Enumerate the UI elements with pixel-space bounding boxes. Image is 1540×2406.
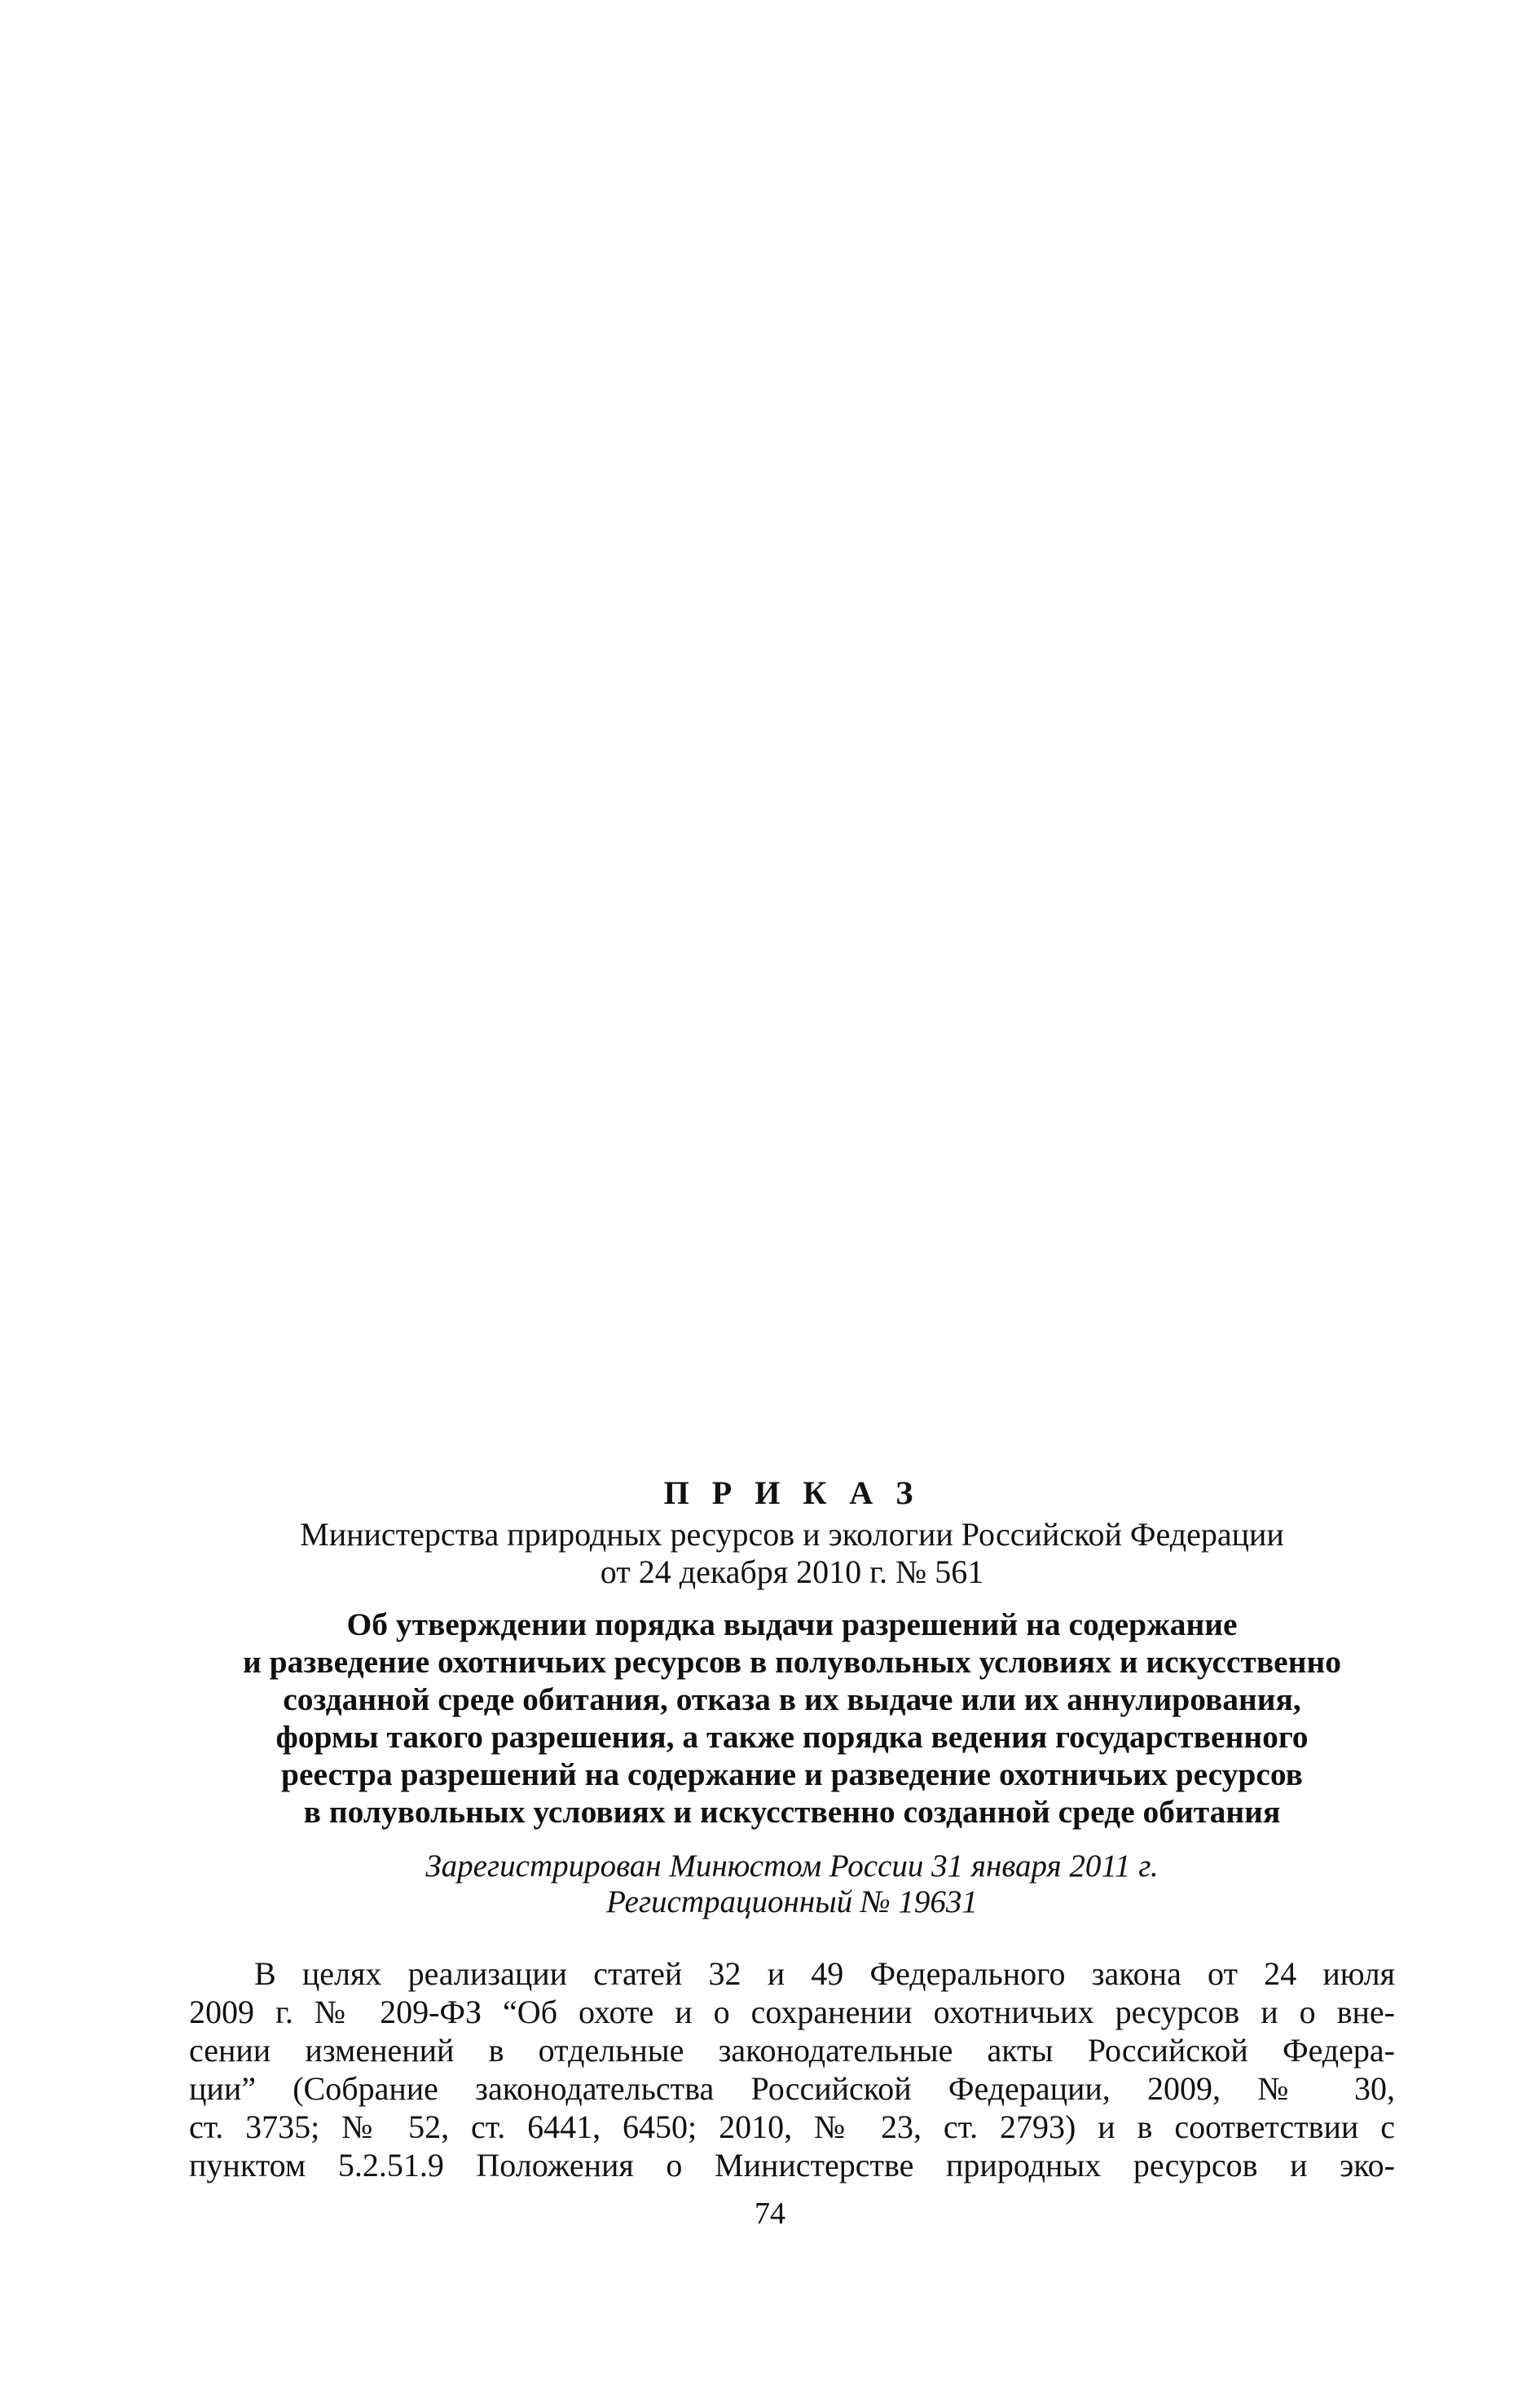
title-line: в полувольных условиях и искусственно созданной среде обитания <box>303 1794 1281 1830</box>
registration-line: Зарегистрирован Минюстом России 31 января 2011 г. <box>425 1849 1159 1884</box>
title-line: и разведение охотничьих ресурсов в полувольных условиях и искусственно <box>243 1644 1341 1680</box>
page-number: 74 <box>755 2197 785 2231</box>
issuer-ministry-line: Министерства природных ресурсов и экологии Российской Федерации <box>300 1516 1284 1553</box>
title-line: формы такого разрешения, а также порядка ведения государственного <box>275 1719 1309 1755</box>
body-line: В целях реализации статей 32 и 49 Федерального закона от 24 июля <box>254 1955 1395 1992</box>
body-line: 2009 г. № 209-ФЗ “Об охоте и о сохранении охотничьих ресурсов и о вне- <box>189 1994 1395 2030</box>
document-content <box>189 1474 1395 2184</box>
issuer-block <box>189 1516 1395 1591</box>
registration-number-line: Регистрационный № 19631 <box>606 1884 978 1919</box>
title-line: реестра разрешений на содержание и разведение охотничьих ресурсов <box>280 1756 1304 1792</box>
body-paragraph <box>189 1954 1395 2184</box>
body-line: сении изменений в отдельные законодательные акты Российской Федера- <box>189 2032 1395 2069</box>
title-line: Об утверждении порядка выдачи разрешений на содержание <box>346 1606 1238 1642</box>
document-title <box>189 1606 1395 1831</box>
registration-note <box>189 1849 1395 1920</box>
document-type-heading: П Р И К А З <box>663 1474 921 1511</box>
title-line: созданной среде обитания, отказа в их выдаче или их аннулирования, <box>283 1681 1301 1717</box>
body-line: ции” (Собрание законодательства Российской Федерации, 2009, № 30, <box>189 2070 1395 2107</box>
body-line: пунктом 5.2.51.9 Положения о Министерстве природных ресурсов и эко- <box>189 2147 1395 2183</box>
body-line: ст. 3735; № 52, ст. 6441, 6450; 2010, № 23, ст. 2793) и в соответствии с <box>189 2109 1395 2145</box>
issuer-date-number-line: от 24 декабря 2010 г. № 561 <box>600 1553 984 1590</box>
